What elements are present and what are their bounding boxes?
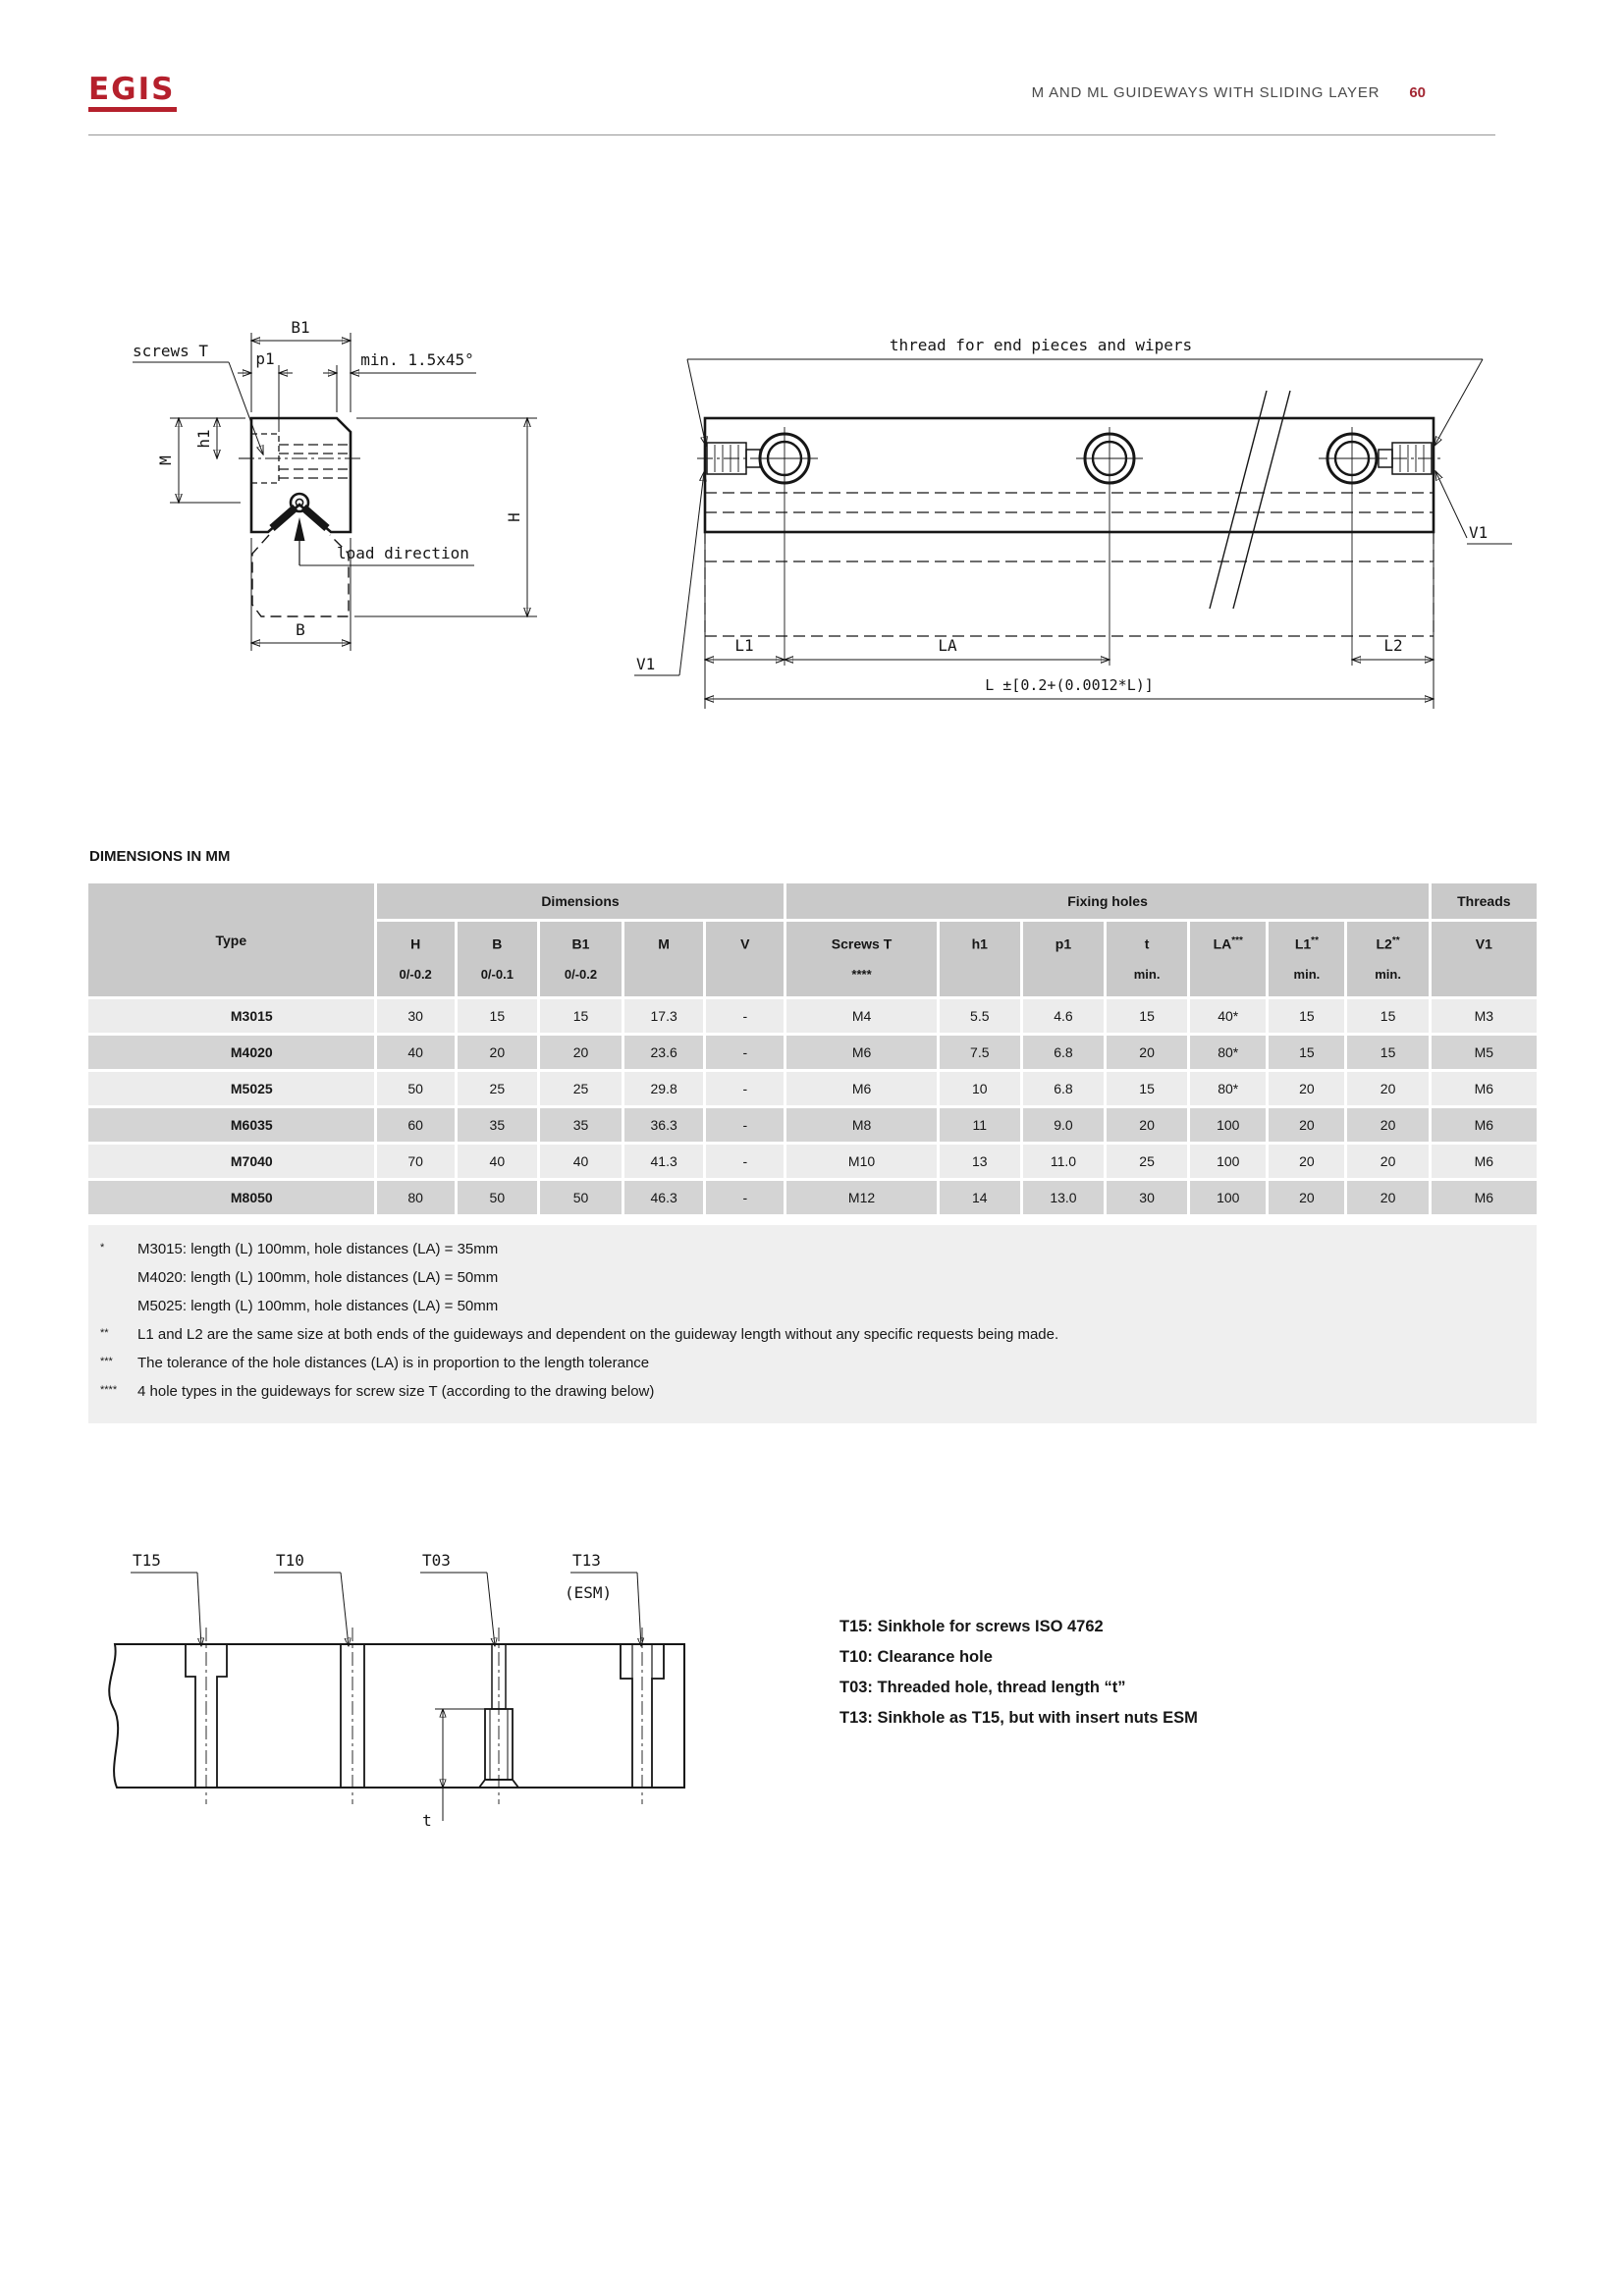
cell: 41.3 <box>624 1145 703 1178</box>
row-type: M6035 <box>88 1108 374 1142</box>
cell: - <box>706 999 784 1033</box>
t13-insert-right <box>652 1644 664 1679</box>
cell: 9.0 <box>1023 1108 1104 1142</box>
groove-apex <box>291 494 308 511</box>
v1-right-label: V1 <box>1469 523 1489 542</box>
cell: M5 <box>1432 1036 1537 1069</box>
cell: M6 <box>1432 1181 1537 1214</box>
cell: M6 <box>1432 1108 1537 1142</box>
cell: 6.8 <box>1023 1072 1104 1105</box>
footnote: *** The tolerance of the hole distances (LA) is in proportion to the length tolerance <box>100 1355 650 1371</box>
row-type: M4020 <box>88 1036 374 1069</box>
cell: M8 <box>786 1108 936 1142</box>
col-header-m: M <box>624 922 703 996</box>
footnote: M4020: length (L) 100mm, hole distances (LA) = 50mm <box>137 1269 499 1286</box>
hole-types-drawing <box>83 1526 712 1841</box>
page-title: M AND ML GUIDEWAYS WITH SLIDING LAYER <box>1031 84 1380 101</box>
hole-type-desc: T03: Threaded hole, thread length “t” <box>839 1679 1126 1696</box>
screws-t-label: screws T <box>133 342 209 360</box>
cell: 15 <box>1347 1036 1428 1069</box>
hole-type-desc: T13: Sinkhole as T15, but with insert nuts ESM <box>839 1709 1198 1727</box>
dim-h-label: H <box>505 512 523 522</box>
cell: 20 <box>1347 1072 1428 1105</box>
cell: 40 <box>458 1145 537 1178</box>
cell: 100 <box>1190 1145 1266 1178</box>
table-row <box>88 1108 1537 1142</box>
dim-l-total-label: L ±[0.2+(0.0012*L)] <box>985 676 1154 694</box>
thread-callout-label: thread for end pieces and wipers <box>889 336 1193 354</box>
cell: 20 <box>1269 1108 1344 1142</box>
cell: 4.6 <box>1023 999 1104 1033</box>
col-header-h: H 0/-0.2 <box>377 922 455 996</box>
cell: 80 <box>377 1181 455 1214</box>
cell: 20 <box>1347 1181 1428 1214</box>
cell: 11.0 <box>1023 1145 1104 1178</box>
cell: 14 <box>940 1181 1020 1214</box>
cell: 25 <box>458 1072 537 1105</box>
dim-b1-label: B1 <box>291 318 310 337</box>
cell: 7.5 <box>940 1036 1020 1069</box>
cell: 5.5 <box>940 999 1020 1033</box>
cell: 50 <box>458 1181 537 1214</box>
guideway-body <box>705 418 1434 532</box>
cell: - <box>706 1181 784 1214</box>
cell: 35 <box>458 1108 537 1142</box>
sliding-layer-right <box>303 507 327 528</box>
col-header-l1: L1** min. <box>1269 922 1344 996</box>
cell: 36.3 <box>624 1108 703 1142</box>
esm-label: (ESM) <box>565 1583 613 1602</box>
cell: M4 <box>786 999 936 1033</box>
side-view-drawing <box>628 226 1624 712</box>
cell: 20 <box>1269 1181 1344 1214</box>
col-header-t: t min. <box>1107 922 1187 996</box>
page-number: 60 <box>1409 84 1426 101</box>
fixing-hole-3 <box>1319 427 1385 666</box>
table-row <box>88 1181 1537 1214</box>
cell: M3 <box>1432 999 1537 1033</box>
cell: 23.6 <box>624 1036 703 1069</box>
table-row <box>88 1145 1537 1178</box>
col-header-b1: B1 0/-0.2 <box>540 922 622 996</box>
t10-label: T10 <box>276 1551 304 1570</box>
cell: 20 <box>1269 1072 1344 1105</box>
dim-m-label: M <box>156 455 175 465</box>
end-thread-right <box>1365 443 1441 474</box>
cell: 60 <box>377 1108 455 1142</box>
cell: 40* <box>1190 999 1266 1033</box>
table-row <box>88 999 1537 1033</box>
cell: 25 <box>540 1072 622 1105</box>
load-arrow <box>295 517 305 541</box>
table-title: DIMENSIONS IN MM <box>89 848 231 865</box>
cell: 20 <box>1269 1145 1344 1178</box>
col-header-l2: L2** min. <box>1347 922 1428 996</box>
col-header-v: V <box>706 922 784 996</box>
cell: 30 <box>1107 1181 1187 1214</box>
cell: M12 <box>786 1181 936 1214</box>
cell: 15 <box>1269 1036 1344 1069</box>
row-type: M8050 <box>88 1181 374 1214</box>
row-type: M5025 <box>88 1072 374 1105</box>
col-header-v1: V1 <box>1432 922 1537 996</box>
cell: - <box>706 1072 784 1105</box>
t15-label: T15 <box>133 1551 161 1570</box>
dim-l1-label: L1 <box>734 636 754 655</box>
cell: 15 <box>540 999 622 1033</box>
dim-h1-label: h1 <box>194 429 213 449</box>
sliding-layer-left <box>272 507 296 528</box>
dim-la-label: LA <box>938 636 957 655</box>
cell: 15 <box>1107 1072 1187 1105</box>
header-rule <box>88 134 1495 135</box>
hole-type-desc: T15: Sinkhole for screws ISO 4762 <box>839 1618 1104 1635</box>
col-header-b: B 0/-0.1 <box>458 922 537 996</box>
footnotes-box <box>88 1225 1537 1423</box>
hole-type-desc: T10: Clearance hole <box>839 1648 993 1666</box>
footnote: * M3015: length (L) 100mm, hole distances (LA) = 35mm <box>100 1241 499 1257</box>
cross-section-drawing <box>83 211 560 677</box>
cell: 100 <box>1190 1108 1266 1142</box>
cell: M10 <box>786 1145 936 1178</box>
mating-part-dashed <box>252 535 349 616</box>
cell: 46.3 <box>624 1181 703 1214</box>
row-type: M3015 <box>88 999 374 1033</box>
cell: 20 <box>1107 1108 1187 1142</box>
cell: M6 <box>786 1036 936 1069</box>
cell: 29.8 <box>624 1072 703 1105</box>
cell: M6 <box>1432 1145 1537 1178</box>
t13-insert-left <box>621 1644 632 1679</box>
footnote: ** L1 and L2 are the same size at both ends of the guideways and dependent on the guideway length without any specific requests being made. <box>100 1326 1059 1343</box>
cell: 10 <box>940 1072 1020 1105</box>
dim-p1-label: p1 <box>255 349 275 368</box>
dimensions-table <box>85 881 1540 1217</box>
page-header <box>1032 84 1426 101</box>
group-header-dimensions: Dimensions <box>377 883 785 919</box>
cell: - <box>706 1036 784 1069</box>
cell: 15 <box>1269 999 1344 1033</box>
cell: 80* <box>1190 1036 1266 1069</box>
cell: 6.8 <box>1023 1036 1104 1069</box>
t-dim-label: t <box>422 1811 432 1830</box>
cell: 15 <box>1107 999 1187 1033</box>
col-header-screws-t: Screws T **** <box>786 922 936 996</box>
cell: 20 <box>458 1036 537 1069</box>
cell: - <box>706 1108 784 1142</box>
cell: 20 <box>1347 1108 1428 1142</box>
cell: 100 <box>1190 1181 1266 1214</box>
dim-l2-label: L2 <box>1383 636 1403 655</box>
fixing-hole-1 <box>751 427 818 666</box>
cell: 15 <box>458 999 537 1033</box>
fixing-hole-2 <box>1076 427 1143 666</box>
col-header-la: LA*** <box>1190 922 1266 996</box>
cell: 50 <box>540 1181 622 1214</box>
t13-label: T13 <box>572 1551 601 1570</box>
col-header-h1: h1 <box>940 922 1020 996</box>
cell: M6 <box>786 1072 936 1105</box>
footnote: M5025: length (L) 100mm, hole distances (LA) = 50mm <box>137 1298 499 1314</box>
dim-b-label: B <box>296 620 305 639</box>
v1-left-label: V1 <box>636 655 656 673</box>
cell: 20 <box>540 1036 622 1069</box>
cell: 13 <box>940 1145 1020 1178</box>
table-row <box>88 1036 1537 1069</box>
cell: 70 <box>377 1145 455 1178</box>
row-type: M7040 <box>88 1145 374 1178</box>
cell: 20 <box>1347 1145 1428 1178</box>
dim-chamfer-label: min. 1.5x45° <box>360 350 474 369</box>
hole-type-descriptions <box>839 1618 1198 1739</box>
col-header-p1: p1 <box>1023 922 1104 996</box>
footnote: **** 4 hole types in the guideways for screw size T (according to the drawing below) <box>100 1383 655 1400</box>
group-header-fixing-holes: Fixing holes <box>786 883 1428 919</box>
cell: 17.3 <box>624 999 703 1033</box>
cell: 15 <box>1347 999 1428 1033</box>
cell: 30 <box>377 999 455 1033</box>
break-lines <box>1210 391 1290 609</box>
cell: 80* <box>1190 1072 1266 1105</box>
t03-label: T03 <box>422 1551 451 1570</box>
cell: - <box>706 1145 784 1178</box>
cell: 40 <box>377 1036 455 1069</box>
col-header-type: Type <box>88 883 374 996</box>
rail-body <box>251 418 351 532</box>
cell: 50 <box>377 1072 455 1105</box>
group-header-threads: Threads <box>1432 883 1537 919</box>
cell: 40 <box>540 1145 622 1178</box>
load-direction-label: load direction <box>337 544 469 562</box>
cell: 20 <box>1107 1036 1187 1069</box>
egis-logo: EGIS <box>88 73 177 112</box>
table-row <box>88 1072 1537 1105</box>
cell: 35 <box>540 1108 622 1142</box>
cell: M6 <box>1432 1072 1537 1105</box>
cell: 13.0 <box>1023 1181 1104 1214</box>
cell: 11 <box>940 1108 1020 1142</box>
cell: 25 <box>1107 1145 1187 1178</box>
